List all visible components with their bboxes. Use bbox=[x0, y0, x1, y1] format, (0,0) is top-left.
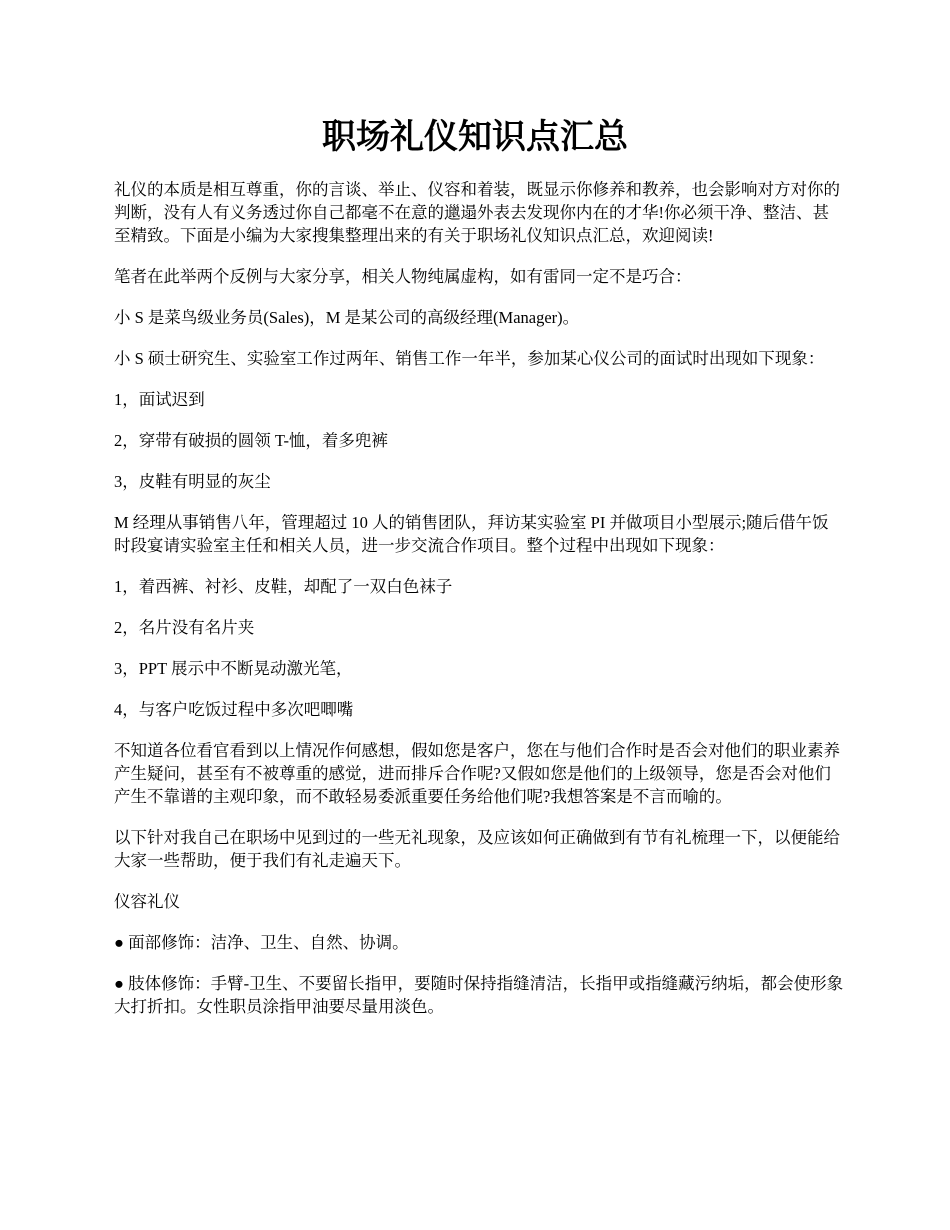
bullet-item: ● 面部修饰：洁净、卫生、自然、协调。 bbox=[114, 933, 409, 952]
paragraph: M 经理从事销售八年，管理超过 10 人的销售团队，拜访某实验室 PI 并做项目小型展示;随后借午饭时段宴请实验室主任和相关人员，进一步交流合作项目。整个过程中出现如下现象： bbox=[114, 513, 829, 555]
list-item: 2，名片没有名片夹 bbox=[114, 618, 255, 637]
paragraph: 小 S 是菜鸟级业务员(Sales)，M 是某公司的高级经理(Manager)。 bbox=[114, 308, 580, 327]
paragraph: 不知道各位看官看到以上情况作何感想，假如您是客户，您在与他们合作时是否会对他们的职业素养产生疑问，甚至有不被尊重的感觉，进而排斥合作呢?又假如您是他们的上级领导，您是否会对他们产生不靠谱的主观印象，而不敢轻易委派重要任务给他们呢?我想答案是不言而喻的。 bbox=[114, 741, 840, 806]
list-item: 3，PPT 展示中不断晃动激光笔， bbox=[114, 659, 353, 678]
paragraph: 以下针对我自己在职场中见到过的一些无礼现象，及应该如何正确做到有节有礼梳理一下，以便能给大家一些帮助，便于我们有礼走遍天下。 bbox=[114, 828, 840, 870]
list-item: 3，皮鞋有明显的灰尘 bbox=[114, 472, 271, 491]
document-body bbox=[114, 178, 844, 1036]
paragraph: 笔者在此举两个反例与大家分享，相关人物纯属虚构，如有雷同一定不是巧合： bbox=[114, 267, 692, 286]
list-item: 4，与客户吃饭过程中多次吧唧嘴 bbox=[114, 700, 354, 719]
list-item: 1，面试迟到 bbox=[114, 390, 205, 409]
section-heading: 仪容礼仪 bbox=[114, 892, 180, 911]
bullet-item: ● 肢体修饰：手臂-卫生、不要留长指甲，要随时保持指缝清洁，长指甲或指缝藏污纳垢，都会使形象大打折扣。女性职员涂指甲油要尽量用淡色。 bbox=[114, 974, 844, 1016]
paragraph: 小 S 硕士研究生、实验室工作过两年、销售工作一年半，参加某心仪公司的面试时出现如下现象： bbox=[114, 349, 825, 368]
paragraph-intro: 礼仪的本质是相互尊重，你的言谈、举止、仪容和着装，既显示你修养和教养，也会影响对方对你的判断，没有人有义务透过你自己都毫不在意的邋遢外表去发现你内在的才华!你必须干净、整洁、甚至精致。下面是小编为大家搜集整理出来的有关于职场礼仪知识点汇总，欢迎阅读! bbox=[114, 180, 840, 245]
list-item: 1，着西裤、衬衫、皮鞋，却配了一双白色袜子 bbox=[114, 577, 453, 596]
document-title: 职场礼仪知识点汇总 bbox=[322, 117, 628, 157]
list-item: 2，穿带有破损的圆领 T-恤，着多兜裤 bbox=[114, 431, 388, 450]
